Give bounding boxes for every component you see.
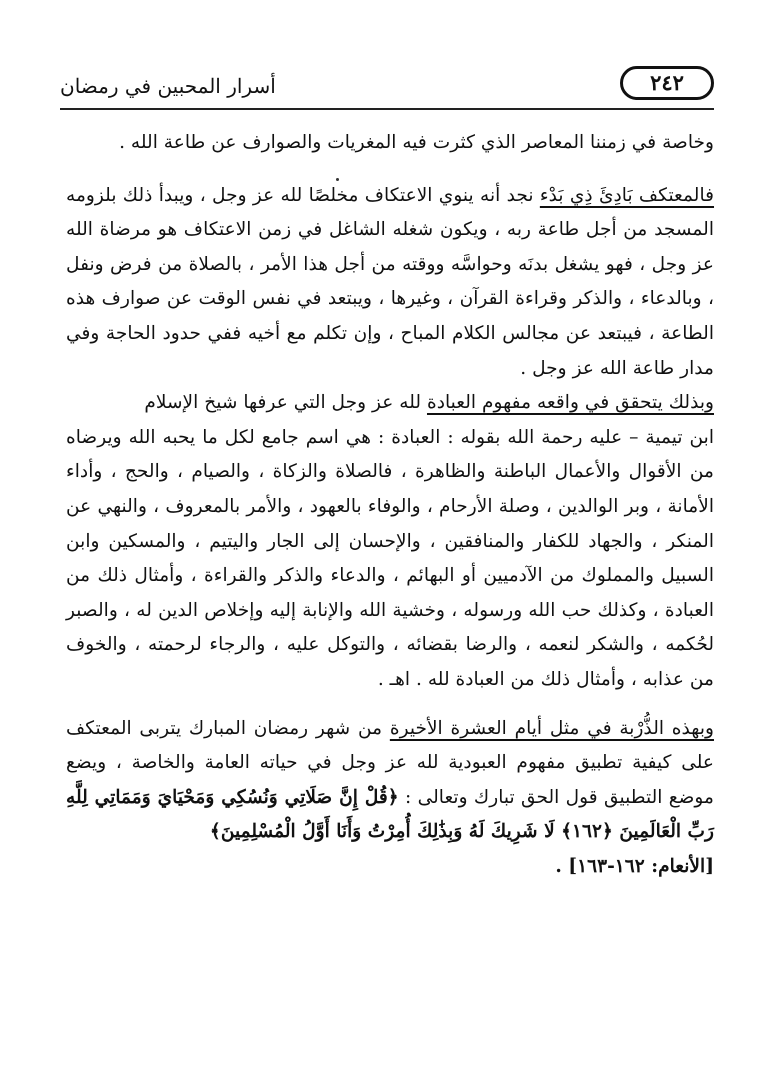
paragraph-5	[66, 712, 714, 850]
paragraph-2	[66, 179, 714, 387]
paragraph-2-text: نجد أنه ينوي الاعتكاف مخلصًا لله عز وجل ، ويبدأ ذلك بلزومه المسجد من أجل طاعة ربه ، ويكون شغله الشاغل في زمن الاعتكاف هو مرضاة الله عز وجل ، فهو يشغل بدنَه وحواسَّه ووقته من أجل هذا الأمر ، بالصلاة من فرض ونفل ، وبالدعاء ، والذكر وقراءة القرآن ، وغيرها ، ويبتعد في نفس الوقت عن صوارف هذه الطاعة ، فيبتعد عن مجالس الكلام المباح ، وإن تكلم مع أخيه ففي حدود الحاجة وفي مدار طاعة الله عز وجل .	[66, 184, 714, 379]
quran-verse: ﴿قُلْ إِنَّ صَلَاتِي وَنُسُكِي وَمَحْيَايَ وَمَمَاتِي لِلَّهِ رَبِّ الْعَالَمِينَ ﴿١٦٢﴾ لَا شَرِيكَ لَهُ وَبِذَٰلِكَ أُمِرْتُ وَأَنَا أَوَّلُ الْمُسْلِمِينَ﴾	[66, 786, 714, 843]
paragraph-4-quotation: ابن تيمية – عليه رحمة الله بقوله : العبادة : هي اسم جامع لكل ما يحبه الله ويرضاه من الأقوال والأعمال الباطنة والظاهرة ، فالصلاة والزكاة ، والصيام ، والحج ، وأداء الأمانة ، وبر الوالدين ، وصلة الأرحام ، والوفاء بالعهود ، والأمر بالمعروف ، والنهي عن المنكر ، والجهاد للكفار والمنافقين ، والإحسان إلى الجار واليتيم ، والمسكين وابن السبيل والمملوك من الآدميين أو البهائم ، والدعاء والذكر والقراءة ، وأمثال ذلك من العبادة ، وكذلك حب الله ورسوله ، وخشية الله والإنابة إليه وإخلاص الدين له ، والصبر لحُكمه ، والشكر لنعمه ، والرضا بقضائه ، والتوكل عليه ، والرجاء لرحمته ، والخوف من عذابه ، وأمثال ذلك من العبادة لله . اهـ .	[66, 426, 714, 690]
paragraph-3-text: لله عز وجل التي عرفها شيخ الإسلام	[144, 392, 427, 414]
page-number: ٢٤٢	[620, 66, 714, 100]
underlined-phrase: وبهذه الذُّرْبة في مثل أيام العشرة الأخيرة	[389, 717, 714, 739]
paragraph-5-text: من شهر رمضان المبارك يتربى المعتكف على كيفية تطبيق مفهوم العبودية لله عز وجل في حياته العامة والخاصة ، ويضع موضع التطبيق قول الحق تبارك وتعالى :	[66, 717, 714, 808]
underlined-phrase: وبذلك يتحقق في واقعه مفهوم العبادة	[426, 392, 714, 414]
page-body	[66, 126, 714, 884]
verse-reference: [الأنعام: ١٦٢-١٦٣] .	[555, 855, 714, 877]
paragraph-3	[66, 386, 714, 421]
running-title: أسرار المحبين في رمضان	[60, 74, 276, 98]
underlined-phrase: فالمعتكف بَادِئَ ذِي بَدْء	[539, 184, 715, 206]
page-header	[60, 62, 714, 110]
paragraph-1: وخاصة في زمننا المعاصر الذي كثرت فيه المغريات والصوارف عن طاعة الله .	[119, 132, 714, 153]
